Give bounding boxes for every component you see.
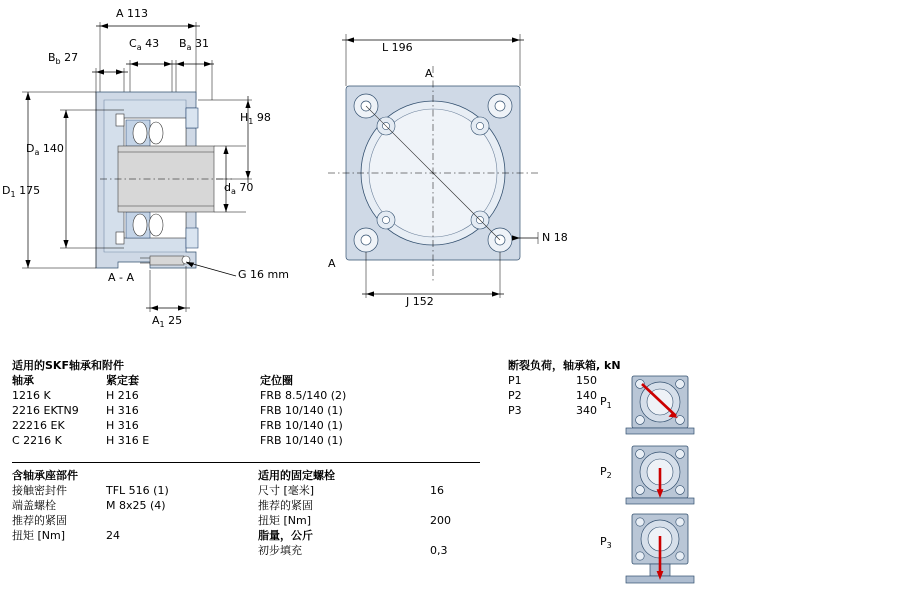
label-section-arrow-top: A [425, 67, 433, 80]
load-figure-p3 [600, 512, 698, 586]
grease-title: 脂量，公斤 [258, 529, 313, 542]
front-view-graphic [320, 0, 620, 340]
label-Ca-43: $C_a$ 43 [129, 37, 160, 53]
cell-sleeve: H 316 E [106, 434, 150, 447]
table-row [508, 403, 607, 418]
table-row [12, 388, 356, 403]
label-L-196: L 196 [382, 41, 413, 54]
loads-grid [508, 373, 607, 418]
cell-ring: FRB 8.5/140 (2) [260, 389, 347, 402]
label-A-113: A 113 [116, 7, 149, 20]
load-figure-p3-graphic [622, 512, 698, 586]
load-figure-p3-label: $P_3$ [600, 535, 612, 551]
housing-parts-table [12, 468, 179, 543]
label-section-AA: A - A [108, 271, 135, 284]
col-sleeve: 紧定套 [106, 374, 139, 387]
label-da-70: $d_a$ 70 [224, 181, 254, 197]
load-figure-p2-graphic [622, 442, 698, 506]
cell-ring: FRB 10/140 (1) [260, 419, 343, 432]
cell-label: P3 [508, 404, 522, 417]
label-Ba-31: $B_a$ 31 [179, 37, 209, 53]
cell-bearing: 22216 EK [12, 419, 65, 432]
housing-section [96, 92, 232, 268]
bearings-table-title: 适用的SKF轴承和附件 [12, 359, 124, 372]
cell-value: 140 [576, 389, 597, 402]
cell-value [106, 513, 179, 528]
dimension-A1 [146, 266, 190, 312]
table-row [258, 483, 461, 498]
grease-table [258, 528, 458, 558]
cell-label: P1 [508, 374, 522, 387]
dimension-L [342, 34, 524, 86]
table-row [12, 418, 356, 433]
cell-label: 扭矩 [Nm] [258, 514, 312, 527]
label-Bb-27: $B_b$ 27 [48, 51, 79, 67]
cell-value: M 8x25 (4) [106, 499, 166, 512]
label-H1-98: $H_1$ 98 [240, 111, 271, 127]
side-section-view [0, 0, 320, 340]
col-ring: 定位圈 [260, 374, 293, 387]
cell-value [430, 498, 461, 513]
cell-label: 推荐的紧固 [258, 499, 313, 512]
table-row [258, 543, 458, 558]
cell-value: 200 [430, 514, 451, 527]
grease-grid [258, 543, 458, 558]
cell-sleeve: H 316 [106, 419, 139, 432]
cell-value: 24 [106, 529, 120, 542]
table-row [12, 433, 356, 448]
cell-sleeve: H 316 [106, 404, 139, 417]
cell-value: 340 [576, 404, 597, 417]
load-figure-p1 [600, 372, 698, 436]
table-row [258, 513, 461, 528]
label-G-16mm: G 16 mm [238, 268, 289, 281]
col-bearing: 轴承 [12, 374, 34, 387]
cell-label: P2 [508, 389, 522, 402]
cell-label: 端盖螺栓 [12, 499, 56, 512]
table-row [12, 498, 179, 513]
load-figure-p1-label: $P_1$ [600, 395, 612, 411]
label-A1-25: $A_1$ 25 [152, 314, 183, 330]
cell-ring: FRB 10/140 (1) [260, 404, 343, 417]
housing-parts-title: 含轴承座部件 [12, 469, 78, 482]
table-row [258, 498, 461, 513]
label-J-152: J 152 [406, 295, 434, 308]
label-D1-175: $D_1$ 175 [2, 184, 41, 200]
fixing-bolts-grid [258, 483, 461, 528]
cell-label: 推荐的紧固 [12, 514, 67, 527]
load-figure-p2-label: $P_2$ [600, 465, 612, 481]
cell-ring: FRB 10/140 (1) [260, 434, 343, 447]
table-row [508, 388, 607, 403]
loads-title: 断裂负荷，轴承箱, kN [508, 359, 621, 372]
label-N-18: N 18 [542, 231, 568, 244]
cell-value: 16 [430, 484, 444, 497]
fixing-bolts-title: 适用的固定螺栓 [258, 469, 335, 482]
cell-label: 初步填充 [258, 544, 302, 557]
cell-bearing: C 2216 K [12, 434, 62, 447]
table-divider [12, 462, 480, 463]
table-row [12, 483, 179, 498]
bearings-table [12, 358, 356, 448]
dimension-D1 [22, 92, 96, 268]
dimension-A [96, 22, 200, 100]
cell-bearing: 2216 EKTN9 [12, 404, 79, 417]
load-figure-p2 [600, 442, 698, 506]
cell-value: TFL 516 (1) [106, 484, 169, 497]
table-row [12, 403, 356, 418]
cell-label: 尺寸 [毫米] [258, 484, 315, 497]
cell-sleeve: H 216 [106, 389, 139, 402]
bearings-table-grid [12, 373, 356, 448]
label-Da-140: $D_a$ 140 [26, 142, 64, 158]
table-row [508, 373, 607, 388]
table-row [12, 513, 179, 528]
fixing-bolts-table [258, 468, 461, 528]
front-view [320, 0, 620, 340]
leader-G [186, 262, 236, 276]
cell-label: 扭矩 [Nm] [12, 529, 66, 542]
cell-label: 接触密封件 [12, 484, 67, 497]
table-header-row [12, 373, 356, 388]
load-figure-p1-graphic [622, 372, 698, 436]
housing-parts-grid [12, 483, 179, 543]
cell-value: 150 [576, 374, 597, 387]
cell-value: 0,3 [430, 544, 448, 557]
label-section-arrow-left: A [328, 257, 336, 270]
table-row [12, 528, 179, 543]
cell-bearing: 1216 K [12, 389, 51, 402]
